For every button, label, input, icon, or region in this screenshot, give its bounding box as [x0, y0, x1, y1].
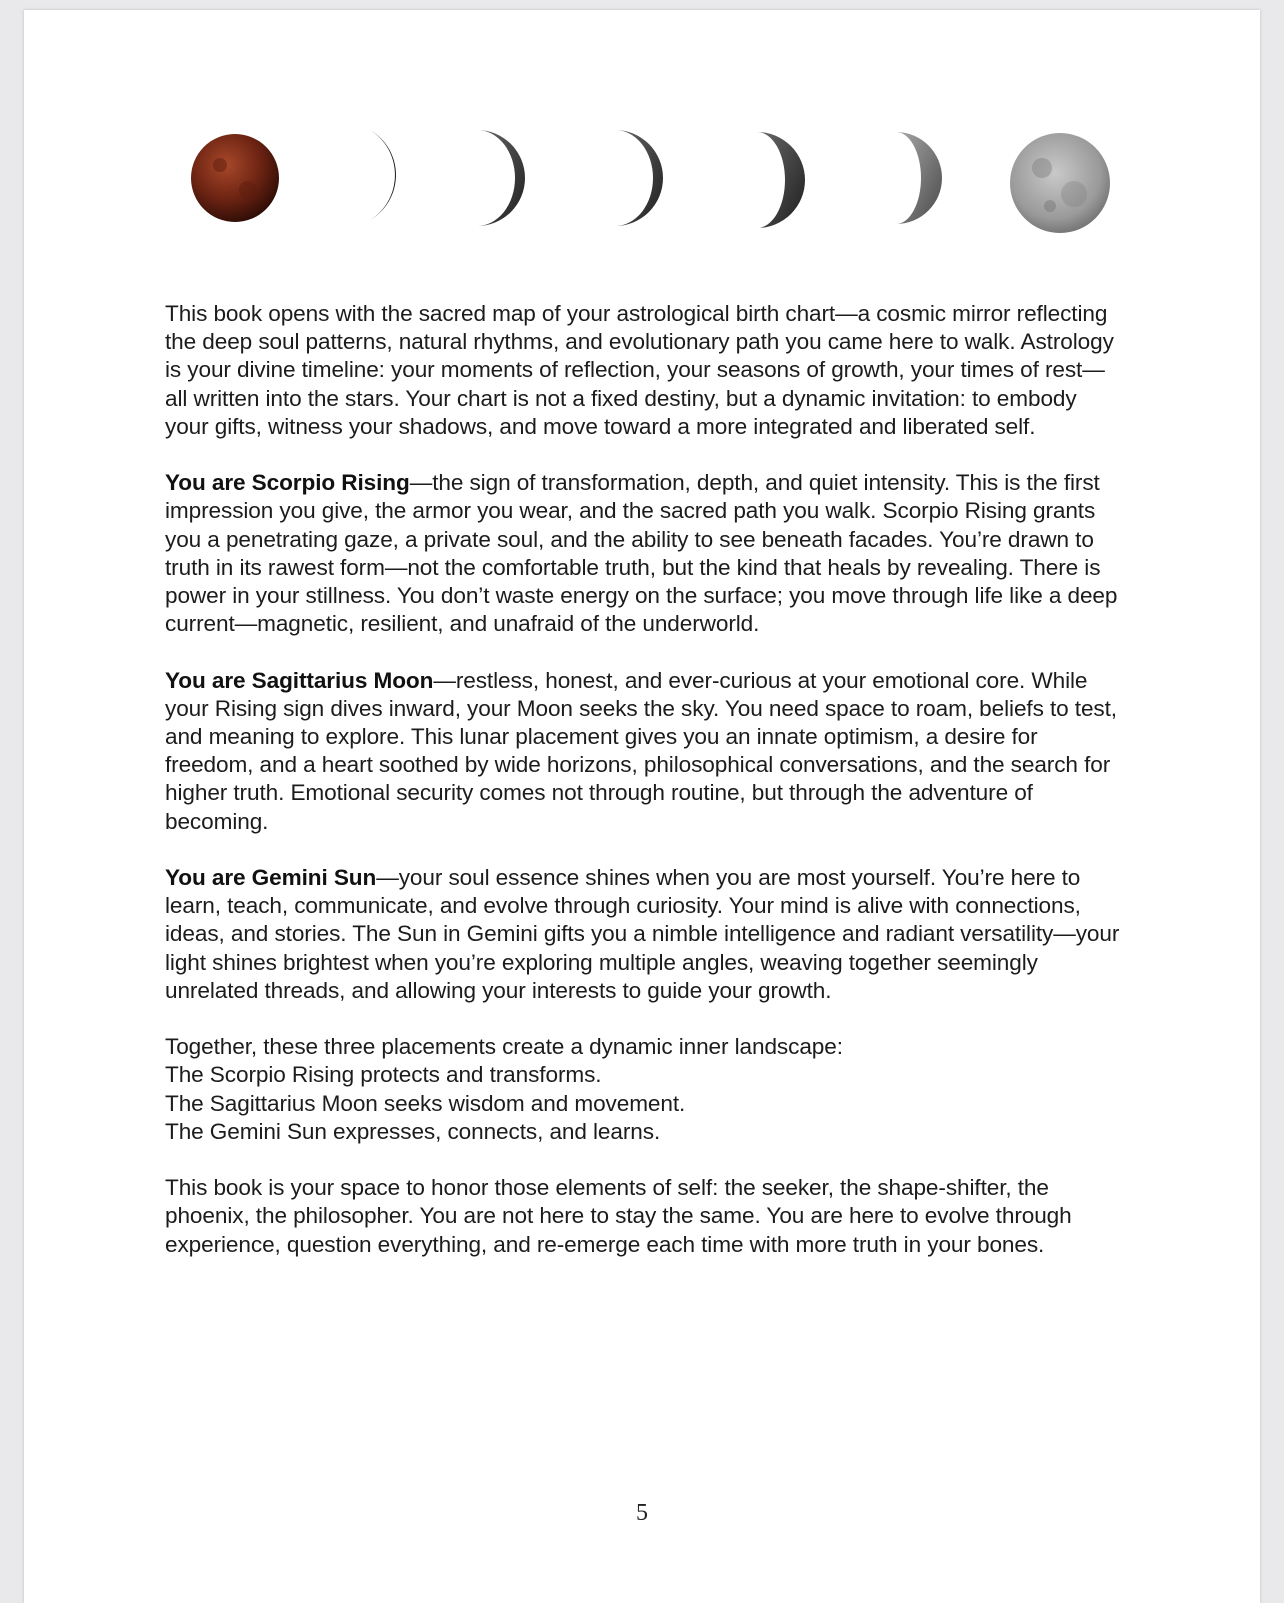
- together-paragraph: [165, 1033, 1125, 1146]
- together-line: Together, these three placements create a dynamic inner landscape:: [165, 1034, 843, 1060]
- waxing-gibbous-icon: [896, 132, 942, 224]
- closing-paragraph: This book is your space to honor those elements of self: the seeker, the shape-shifter, the phoenix, the philosopher. You are not here to stay the same. You are here to evolve through experience, question everything, and re-emerge each time with more truth in your bones.: [165, 1175, 1072, 1257]
- full-moon-icon: [1010, 133, 1110, 233]
- moon-paragraph: [165, 667, 1125, 836]
- together-line: The Scorpio Rising protects and transforms.: [165, 1062, 602, 1088]
- page-number: 5: [636, 1500, 648, 1526]
- waxing-crescent-icon: [757, 132, 805, 228]
- moon-body: —restless, honest, and ever-curious at your emotional core. While your Rising sign dives inward, your Moon seeks the sky. You need space to roam, beliefs to test, and meaning to explore. This lunar placement gives you an innate optimism, a desire for freedom, and a heart soothed by wide horizons, philosophical conversations, and the search for higher truth. Emotional security comes not through routine, but through the adventure of becoming.: [165, 667, 1117, 834]
- body-text: [165, 300, 1125, 1259]
- moon-phase-strip: [174, 110, 1134, 260]
- thin-crescent-icon: [370, 130, 396, 220]
- crescent-icon: [615, 130, 663, 226]
- moon-heading: You are Sagittarius Moon: [165, 667, 434, 693]
- intro-paragraph: This book opens with the sacred map of your astrological birth chart—a cosmic mirror reflecting the deep soul patterns, natural rhythms, and evolutionary path you came here to walk. Astrology is your divine timeline: your moments of reflection, your seasons of growth, your times of rest—all written into the stars. Your chart is not a fixed destiny, but a dynamic invitation: to embody your gifts, witness your shadows, and move toward a more integrated and liberated self.: [165, 301, 1114, 439]
- blood-moon-icon: [191, 134, 279, 222]
- rising-paragraph: [165, 469, 1125, 638]
- together-line: The Gemini Sun expresses, connects, and learns.: [165, 1118, 661, 1144]
- sun-body: —your soul essence shines when you are most yourself. You’re here to learn, teach, communicate, and evolve through curiosity. Your mind is alive with connections, ideas, and stories. The Sun in Gemini gifts you a nimble intelligence and radiant versatility—your light shines brightest when you’re exploring multiple angles, weaving together seemingly unrelated threads, and allowing your interests to guide your growth.: [165, 865, 1120, 1003]
- together-line: The Sagittarius Moon seeks wisdom and movement.: [165, 1090, 686, 1116]
- rising-heading: You are Scorpio Rising: [165, 470, 410, 496]
- crescent-icon: [477, 130, 525, 226]
- sun-paragraph: [165, 864, 1125, 1005]
- sun-heading: You are Gemini Sun: [165, 865, 377, 891]
- document-page: [24, 10, 1260, 1603]
- moon-phase-illustration: [174, 110, 1134, 260]
- rising-body: —the sign of transformation, depth, and quiet intensity. This is the first impression you give, the armor you wear, and the sacred path you walk. Scorpio Rising grants you a penetrating gaze, a private soul, and the ability to see beneath facades. You’re drawn to truth in its rawest form—not the comfortable truth, but the kind that heals by revealing. There is power in your stillness. You don’t waste energy on the surface; you move through life like a deep current—magnetic, resilient, and unafraid of the underworld.: [165, 470, 1118, 637]
